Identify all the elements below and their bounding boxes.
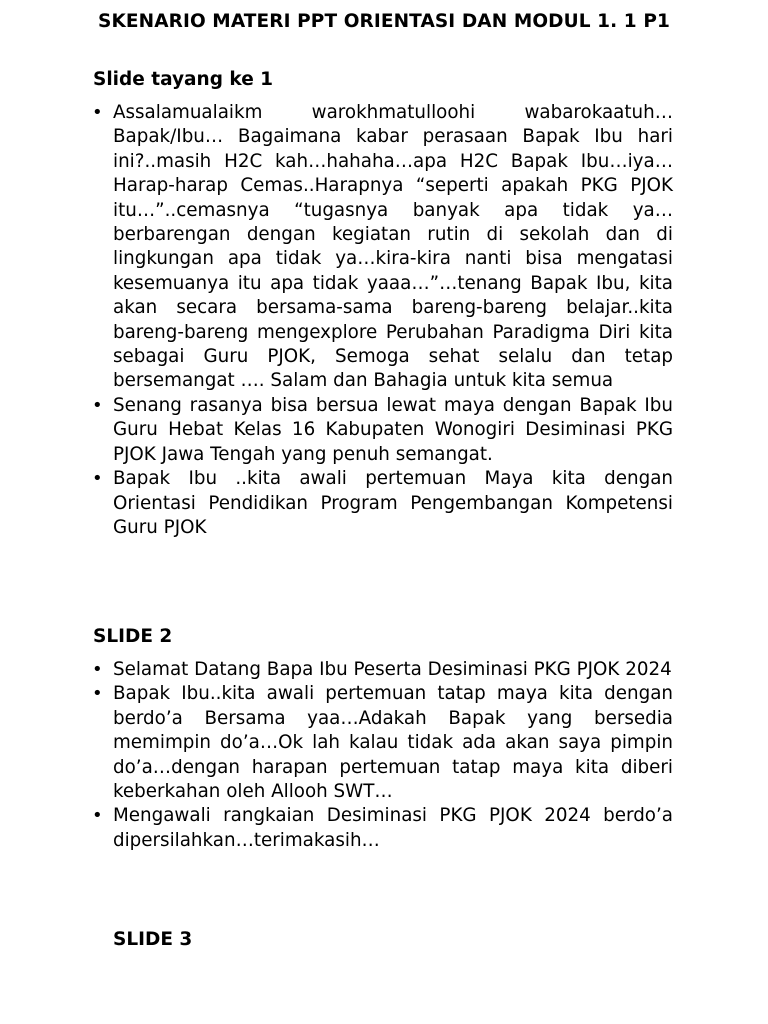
- section-heading-slide-3: SLIDE 3: [113, 929, 193, 950]
- slide-2-bullet-2: • Bapak Ibu..kita awali pertemuan tatap maya kita dengan berdo’a Bersama yaa…Adakah Bapak yang bersedia memimpin do’a…Ok lah kalau tidak ada akan saya pimpin do’a…dengan harapan pertemuan tatap maya kita diberi keberkahan oleh Allooh SWT…: [113, 682, 673, 804]
- slide-1-bullet-1: • Assalamualaikm warokhmatulloohi wabarokaatuh… Bapak/Ibu… Bagaimana kabar perasaan Bapak Ibu hari ini?..masih H2C kah…hahaha…apa H2C Bapak Ibu…iya…Harap-harap Cemas..Harapnya “seperti apakah PKG PJOK itu…”..cemasnya “tugasnya banyak apa tidak ya…berbarengan dengan kegiatan rutin di sekolah dan di lingkungan apa tidak ya…kira-kira nanti bisa mengatasi kesemuanya itu apa tidak yaaa…”…tenang Bapak Ibu, kita akan secara bersama-sama bareng-bareng belajar..kita bareng-bareng mengexplore Perubahan Paradigma Diri kita sebagai Guru PJOK, Semoga sehat selalu dan tetap bersemangat …. Salam dan Bahagia untuk kita semua: [113, 101, 673, 394]
- slide-1-bullet-list: [0, 101, 673, 540]
- section-heading-slide-1: Slide tayang ke 1: [93, 69, 274, 90]
- document-title: SKENARIO MATERI PPT ORIENTASI DAN MODUL 1. 1 P1: [98, 11, 670, 32]
- slide-1-bullet-2: • Senang rasanya bisa bersua lewat maya dengan Bapak Ibu Guru Hebat Kelas 16 Kabupaten Wonogiri Desiminasi PKG PJOK Jawa Tengah yang penuh semangat.: [113, 394, 673, 467]
- slide-2-bullet-3: • Mengawali rangkaian Desiminasi PKG PJOK 2024 berdo’a dipersilahkan…terimakasih…: [113, 804, 673, 853]
- slide-2-bullet-1: • Selamat Datang Bapa Ibu Peserta Desiminasi PKG PJOK 2024: [113, 658, 673, 682]
- section-heading-slide-2: SLIDE 2: [93, 626, 173, 647]
- slide-1-bullet-3: • Bapak Ibu ..kita awali pertemuan Maya kita dengan Orientasi Pendidikan Program Pengembangan Kompetensi Guru PJOK: [113, 467, 673, 540]
- slide-2-bullet-list: [0, 658, 673, 853]
